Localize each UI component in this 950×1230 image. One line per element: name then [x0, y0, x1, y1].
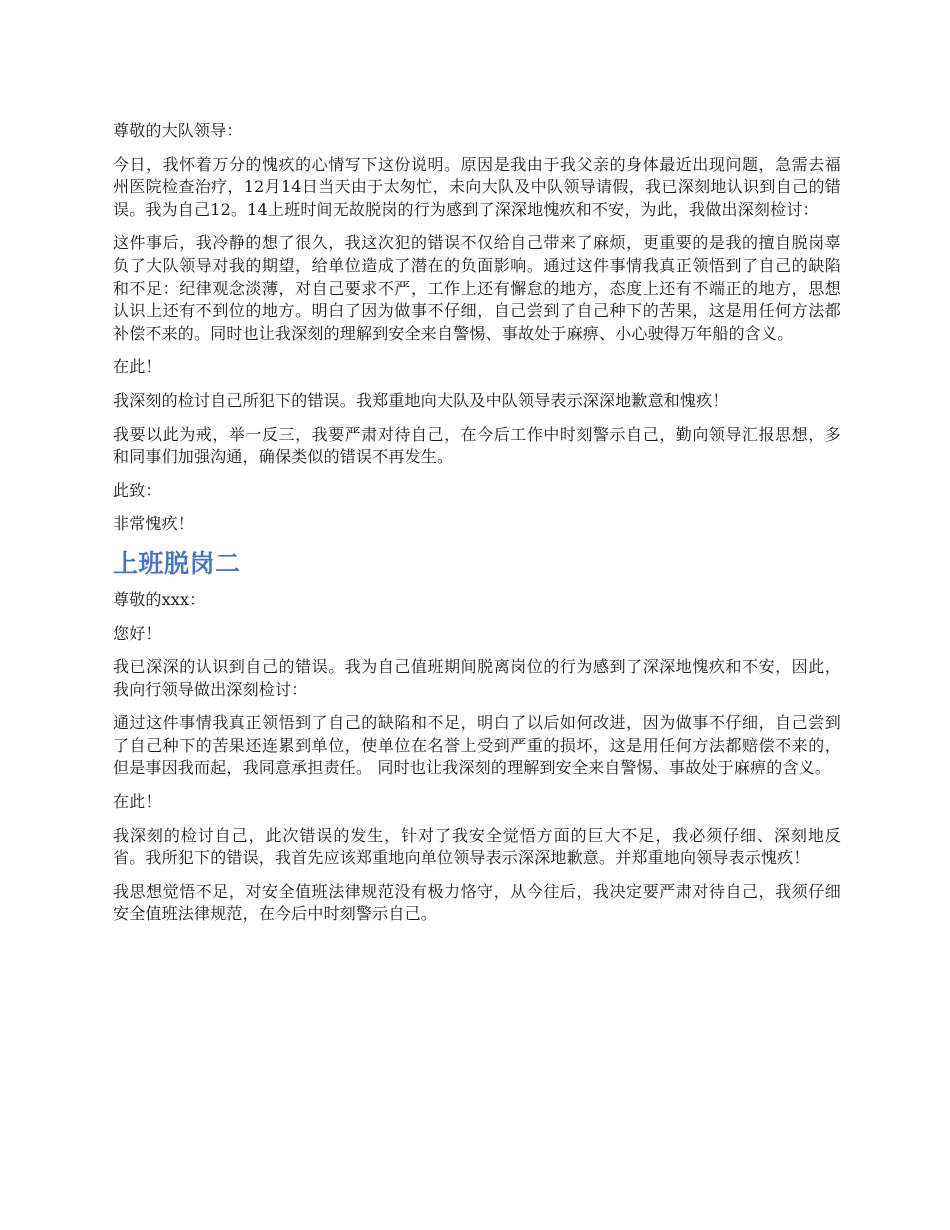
body-paragraph: 我深刻的检讨自己所犯下的错误。我郑重地向大队及中队领导表示深深地歉意和愧疚！ — [113, 390, 729, 410]
closing-line: 此致： — [113, 480, 162, 500]
section-heading: 上班脱岗二 — [113, 548, 241, 578]
closing-line: 非常愧疚！ — [113, 514, 195, 534]
body-paragraph: 在此！ — [113, 357, 162, 377]
body-paragraph: 通过这件事情我真正领悟到了自己的缺陷和不足，明白了以后如何改进，因为做事不仔细，自己尝到了自己种下的苦果还连累到单位，使单位在名誉上受到严重的损坏，这是用任何方法都赔偿不来的，但是事因我而起，我同意承担责任。 同时也让我深刻的理解到安全来自警惕、事故处于麻痹的含义。 — [113, 713, 841, 778]
section-2 — [113, 589, 841, 926]
body-paragraph: 我深刻的检讨自己，此次错误的发生，针对了我安全觉悟方面的巨大不足，我必须仔细、深刻地反省。我所犯下的错误，我首先应该郑重地向单位领导表示深深地歉意。并郑重地向领导表示愧疚！ — [113, 825, 841, 868]
body-paragraph: 今日，我怀着万分的愧疚的心情写下这份说明。原因是我由于我父亲的身体最近出现问题，急需去福州医院检查治疗，12月14日当天由于太匆忙，未向大队及中队领导请假，我已深刻地认识到自己的错误。我为自己12。14上班时间无故脱岗的行为感到了深深地愧疚和不安，为此，我做出深刻检讨： — [113, 154, 841, 219]
salutation: 尊敬的xxx： — [113, 589, 206, 609]
document-page — [113, 120, 841, 937]
greeting: 您好！ — [113, 623, 162, 643]
body-paragraph: 这件事后，我冷静的想了很久，我这次犯的错误不仅给自己带来了麻烦，更重要的是我的擅自脱岗辜负了大队领导对我的期望，给单位造成了潜在的负面影响。通过这件事情我真正领悟到了自己的缺陷和不足：纪律观念淡薄，对自己要求不严，工作上还有懈怠的地方，态度上还有不端正的地方，思想认识上还有不到位的地方。明白了因为做事不仔细，自己尝到了自己种下的苦果，这是用任何方法都补偿不来的。同时也让我深刻的理解到安全来自警惕、事故处于麻痹、小心驶得万年船的含义。 — [113, 233, 841, 343]
section-1 — [113, 120, 841, 536]
salutation: 尊敬的大队领导： — [113, 121, 243, 140]
body-paragraph: 我要以此为戒，举一反三，我要严肃对待自己，在今后工作中时刻警示自己，勤向领导汇报思想，多和同事们加强沟通，确保类似的错误不再发生。 — [113, 424, 841, 467]
body-paragraph: 我思想觉悟不足，对安全值班法律规范没有极力恪守，从今往后，我决定要严肃对待自己，我须仔细安全值班法律规范，在今后中时刻警示自己。 — [113, 881, 841, 924]
body-paragraph: 在此！ — [113, 792, 162, 812]
body-paragraph: 我已深深的认识到自己的错误。我为自己值班期间脱离岗位的行为感到了深深地愧疚和不安，因此，我向行领导做出深刻检讨： — [113, 657, 841, 699]
